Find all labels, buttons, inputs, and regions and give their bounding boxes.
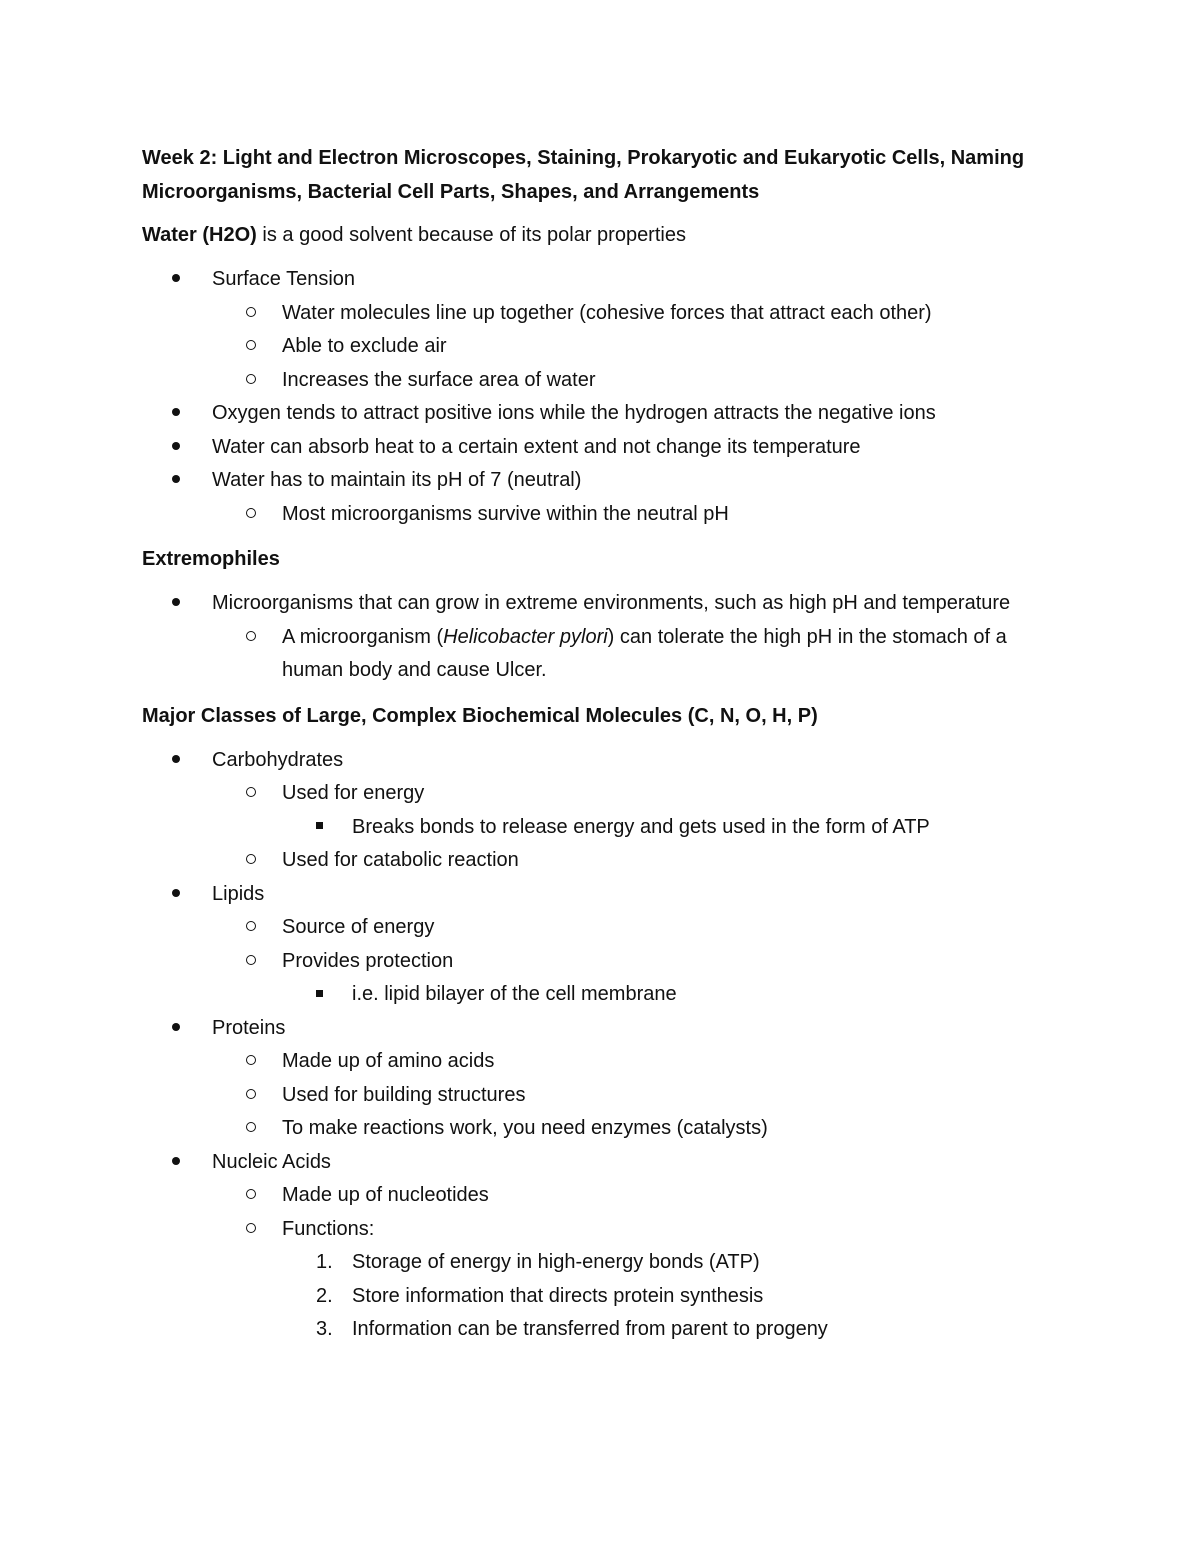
list-item: Functions:: [142, 1213, 1062, 1247]
bullet-dot-icon: [172, 878, 180, 912]
classes-heading: Major Classes of Large, Complex Biochemical Molecules (C, N, O, H, P): [142, 704, 818, 727]
list-item: Used for energy: [142, 777, 1062, 811]
bullet-circle-icon: [246, 364, 256, 398]
bullet-circle-icon: [246, 297, 256, 331]
water-heading-rest: is a good solvent because of its polar properties: [256, 224, 686, 246]
list-item: Provides protection: [142, 945, 1062, 979]
list-item: Lipids: [142, 878, 1062, 912]
list-item: 1. Storage of energy in high-energy bonds (ATP): [142, 1246, 1062, 1280]
list-item: Most microorganisms survive within the neutral pH: [142, 498, 1062, 532]
list-item: Water has to maintain its pH of 7 (neutral): [142, 464, 1062, 498]
list-item: To make reactions work, you need enzymes (catalysts): [142, 1112, 1062, 1146]
bullet-dot-icon: [172, 587, 180, 621]
bullet-circle-icon: [246, 330, 256, 364]
list-item: Made up of nucleotides: [142, 1179, 1062, 1213]
list-item: 3. Information can be transferred from parent to progeny: [142, 1313, 1062, 1347]
list-item: Increases the surface area of water: [142, 364, 1062, 398]
list-item: Oxygen tends to attract positive ions while the hydrogen attracts the negative ions: [142, 397, 1062, 431]
bullet-circle-icon: [246, 844, 256, 878]
bullet-dot-icon: [172, 464, 180, 498]
list-item: Microorganisms that can grow in extreme environments, such as high pH and temperature: [142, 587, 1062, 621]
water-heading-bold: Water (H2O): [142, 224, 257, 246]
bullet-circle-icon: [246, 1045, 256, 1079]
document-title: Week 2: Light and Electron Microscopes, Staining, Prokaryotic and Eukaryotic Cells, Naming Microorganisms, Bacterial Cell Parts, Shapes, and Arrangements: [142, 147, 1025, 203]
classes-list: [142, 744, 1062, 1347]
bullet-dot-icon: [172, 431, 180, 465]
extremophiles-list: [142, 587, 1062, 688]
list-item: i.e. lipid bilayer of the cell membrane: [142, 978, 1062, 1012]
bullet-circle-icon: [246, 1179, 256, 1213]
list-item: Surface Tension: [142, 263, 1062, 297]
list-item: Carbohydrates: [142, 744, 1062, 778]
bullet-dot-icon: [172, 1146, 180, 1180]
bullet-circle-icon: [246, 1213, 256, 1247]
list-number: 1.: [316, 1251, 333, 1273]
bullet-circle-icon: [246, 1112, 256, 1146]
list-item: Proteins: [142, 1012, 1062, 1046]
list-item: Made up of amino acids: [142, 1045, 1062, 1079]
water-list: [142, 263, 1062, 531]
bullet-dot-icon: [172, 397, 180, 431]
bullet-circle-icon: [246, 911, 256, 945]
bullet-circle-icon: [246, 1079, 256, 1113]
list-item: Water molecules line up together (cohesive forces that attract each other): [142, 297, 1062, 331]
water-heading: [142, 221, 1062, 249]
list-item: 2. Store information that directs protein synthesis: [142, 1280, 1062, 1314]
list-item: Used for catabolic reaction: [142, 844, 1062, 878]
document-content: [142, 141, 1062, 1347]
list-item: Breaks bonds to release energy and gets used in the form of ATP: [142, 811, 1062, 845]
bullet-circle-icon: [246, 945, 256, 979]
species-name: Helicobacter pylori: [443, 625, 608, 648]
bullet-square-icon: [316, 978, 323, 1012]
list-item: Water can absorb heat to a certain extent and not change its temperature: [142, 431, 1062, 465]
list-item: Nucleic Acids: [142, 1146, 1062, 1180]
list-item: Source of energy: [142, 911, 1062, 945]
bullet-circle-icon: [246, 498, 256, 532]
list-item: A microorganism (Helicobacter pylori) can tolerate the high pH in the stomach of a human body and cause Ulcer.: [142, 621, 1062, 688]
bullet-dot-icon: [172, 744, 180, 778]
extremophiles-heading: Extremophiles: [142, 548, 280, 570]
bullet-dot-icon: [172, 1012, 180, 1046]
bullet-circle-icon: [246, 777, 256, 811]
list-number: 3.: [316, 1318, 333, 1340]
bullet-circle-icon: [246, 621, 256, 655]
bullet-square-icon: [316, 811, 323, 845]
list-number: 2.: [316, 1284, 333, 1307]
bullet-dot-icon: [172, 263, 180, 297]
list-item: Able to exclude air: [142, 330, 1062, 364]
list-item: Used for building structures: [142, 1079, 1062, 1113]
